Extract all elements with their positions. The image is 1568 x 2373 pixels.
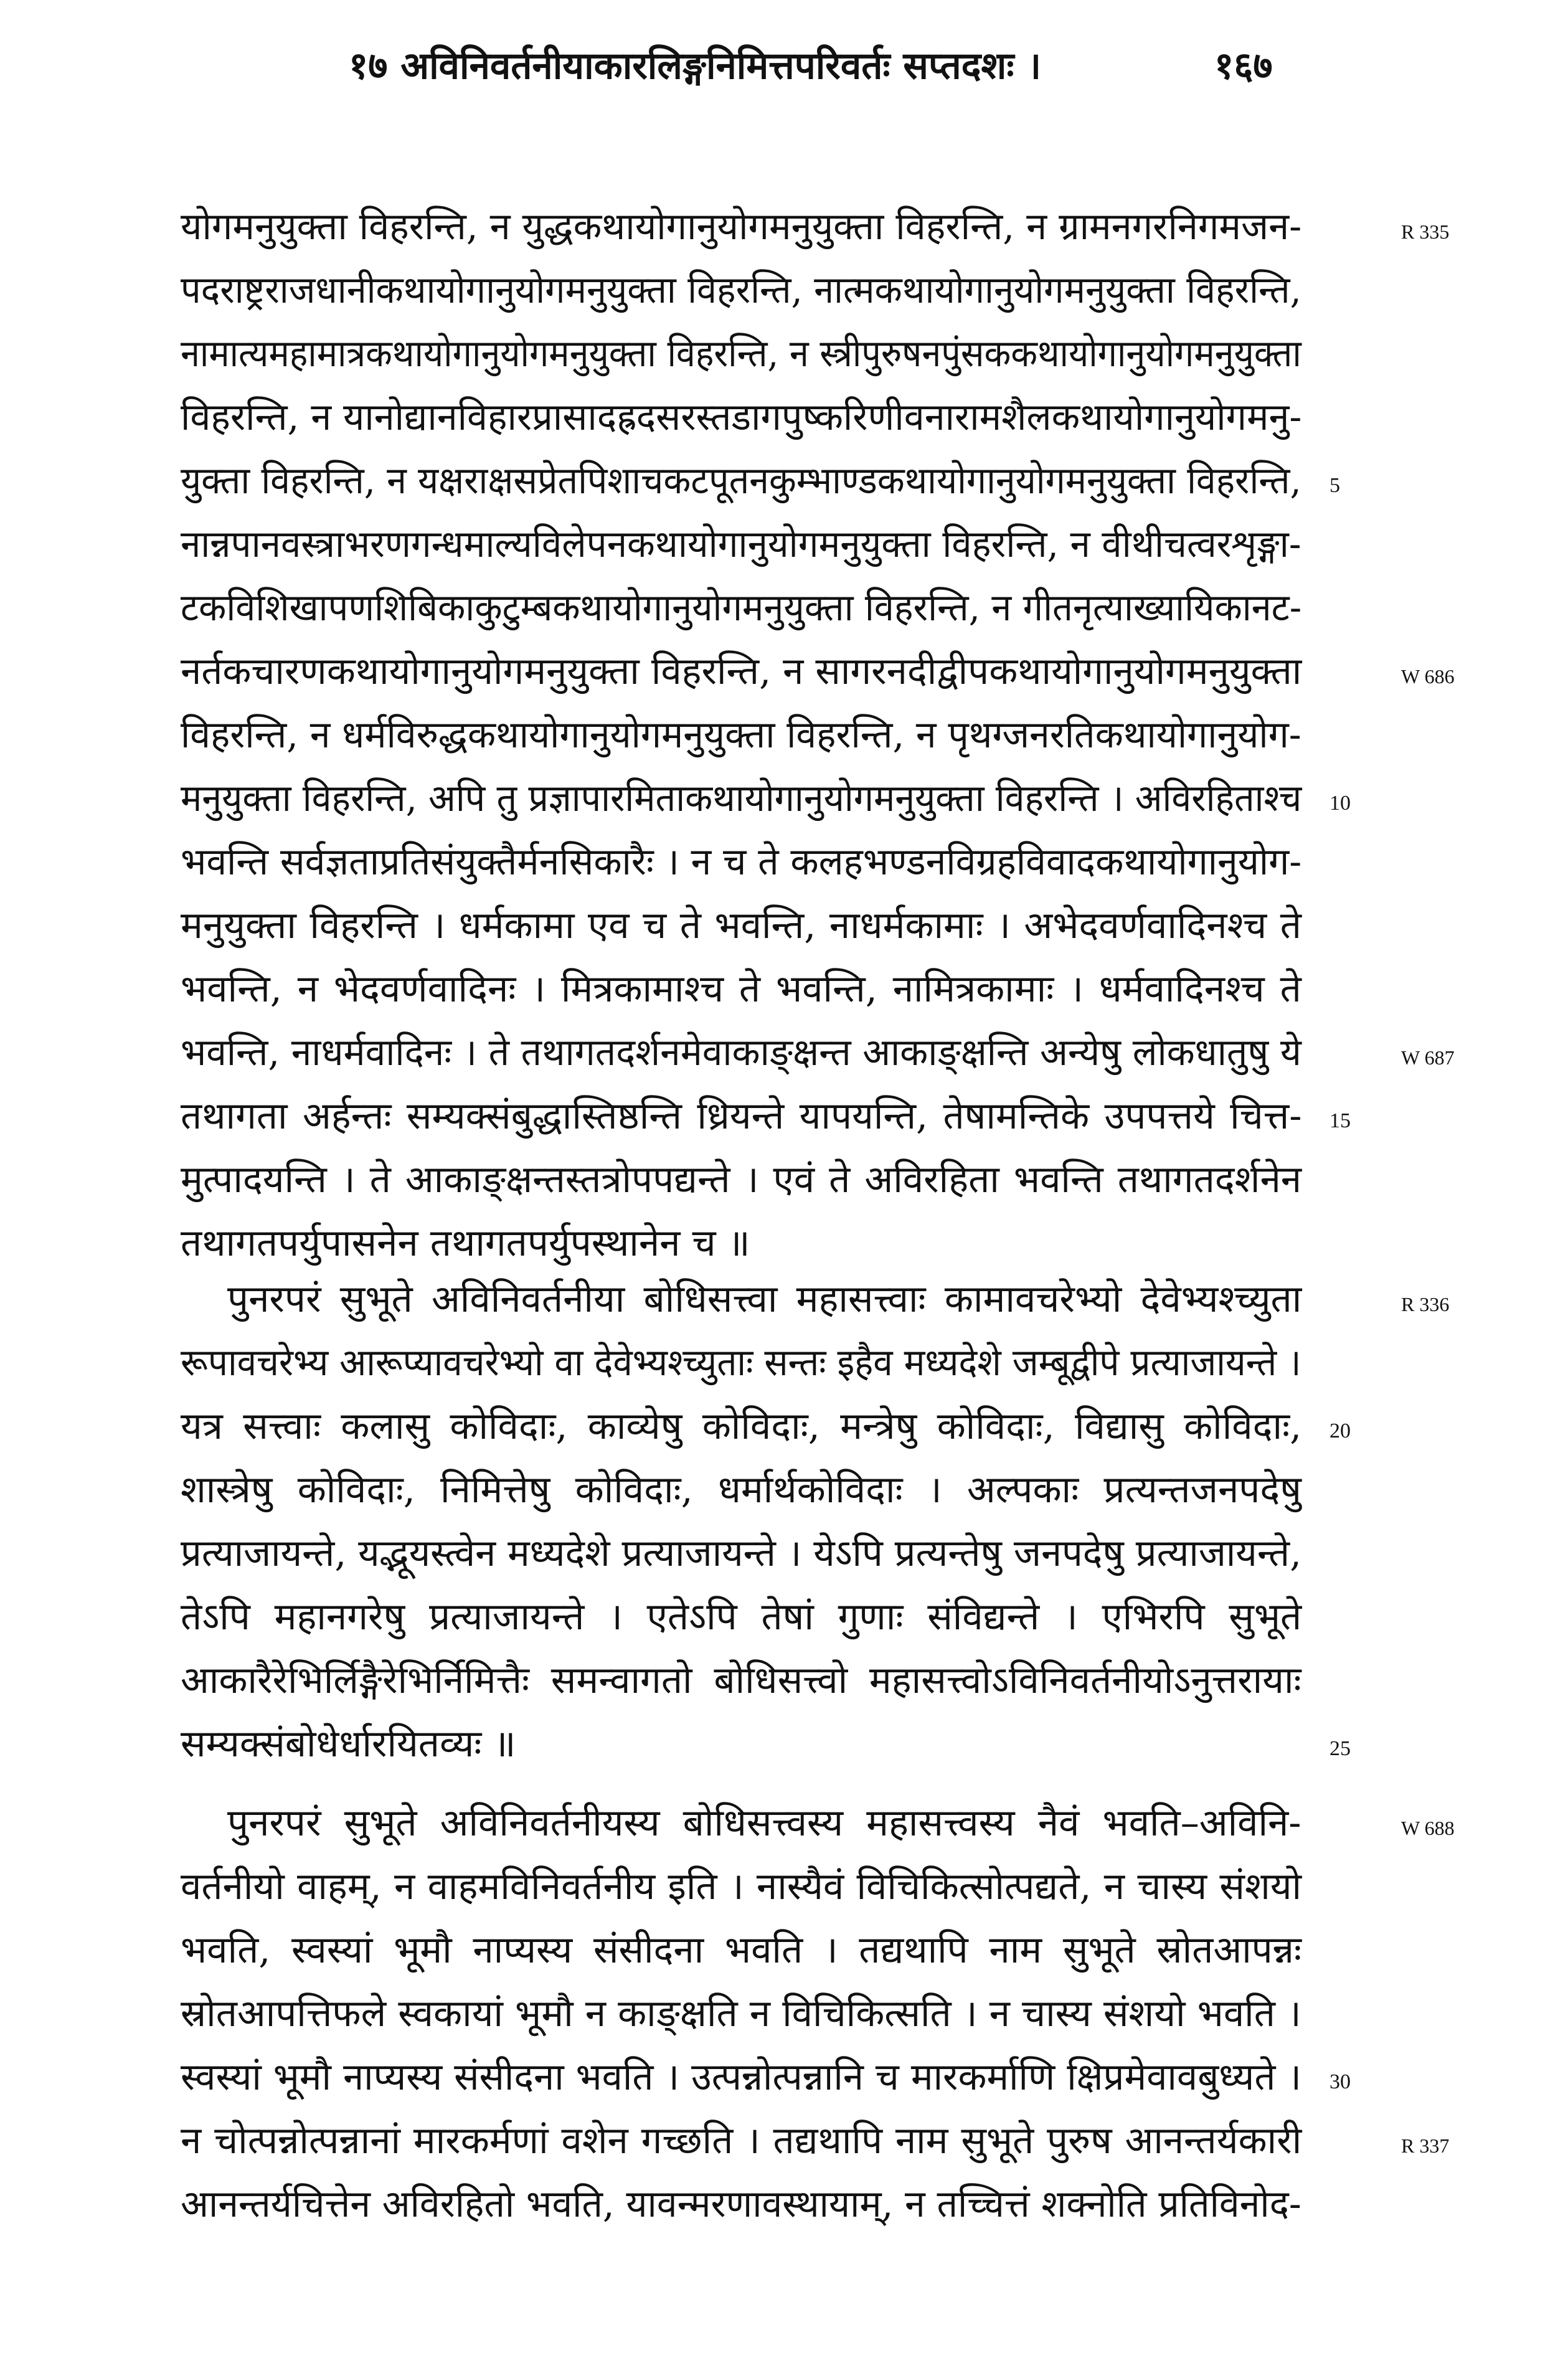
line-text-box [181, 513, 1301, 576]
line-text: यत्र सत्त्वाः कलासु कोविदाः, काव्येषु कोविदाः, मन्त्रेषु कोविदाः, विद्यासु कोविदाः, [181, 1404, 1302, 1448]
line-text: योगमनुयुक्ता विहरन्ति, न युद्धकथायोगानुयोगमनुयुक्ता विहरन्ति, न ग्रामनगरनिगमजन- [181, 205, 1302, 249]
line-text: भवन्ति, नाधर्मवादिनः । ते तथागतदर्शनमेवाकाङ्क्षन्त आकाङ्क्षन्ति अन्येषु लोकधातुषु ये [181, 1031, 1301, 1074]
text-line [181, 1148, 1317, 1211]
line-text-box [181, 2172, 1301, 2236]
margin-reference: W 688 [1401, 1817, 1455, 1839]
line-text: तथागतपर्युपासनेन तथागतपर्युपस्थानेन च ॥ [181, 1221, 750, 1265]
line-text: नर्तकचारणकथायोगानुयोगमनुयुक्ता विहरन्ति, न सागरनदीद्वीपकथायोगानुयोगमनुयुक्ता [181, 650, 1302, 693]
line-text-box [181, 2045, 1301, 2109]
line-text-box [181, 1522, 1301, 1585]
line-number: 15 [1329, 1109, 1351, 1132]
line-text-box [181, 1712, 1301, 1776]
line-text: मनुयुक्ता विहरन्ति । धर्मकामा एव च ते भवन्ति, नाधर्मकामाः । अभेदवर्णवादिनश्च ते [181, 904, 1301, 947]
line-text: विहरन्ति, न धर्मविरुद्धकथायोगानुयोगमनुयुक्ता विहरन्ति, न पृथग्जनरतिकथायोगानुयोग- [181, 713, 1301, 757]
line-text-box [181, 894, 1301, 957]
paragraph [181, 195, 1455, 1275]
text-line [181, 957, 1317, 1021]
margin-reference: R 337 [1401, 2134, 1450, 2157]
text-line [181, 1918, 1317, 1982]
line-text: स्रोतआपत्तिफले स्वकायां भूमौ न काङ्क्षति न विचिकित्सति । न चास्य संशयो भवति । [181, 1992, 1301, 2035]
text-line [181, 2045, 1351, 2109]
text-line [181, 1084, 1351, 1148]
line-text-box [181, 386, 1301, 449]
line-text-box [181, 830, 1301, 894]
text-line [181, 640, 1455, 703]
line-text-box [181, 1211, 1301, 1275]
line-text-box [181, 322, 1301, 386]
line-text: पुनरपरं सुभूते अविनिवर्तनीयस्य बोधिसत्त्वस्य महासत्त्वस्य नैवं भवति–अविनि- [227, 1801, 1301, 1845]
chapter-title: १७ अविनिवर्तनीयाकारलिङ्गनिमित्तपरिवर्तः सप्तदशः । [349, 44, 1042, 88]
line-text: नान्नपानवस्त्राभरणगन्धमाल्यविलेपनकथायोगानुयोगमनुयुक्ता विहरन्ति, न वीथीचत्वरशृङ्गा- [181, 523, 1301, 566]
line-text: पदराष्ट्रराजधानीकथायोगानुयोगमनुयुक्ता विहरन्ति, नात्मकथायोगानुयोगमनुयुक्ता विहरन्ति, [181, 268, 1301, 312]
text-line [181, 1211, 1317, 1275]
line-text: टकविशिखापणशिबिकाकुटुम्बकथायोगानुयोगमनुयुक्ता विहरन्ति, न गीतनृत्याख्यायिकानट- [181, 586, 1302, 630]
line-text: आकारैरेभिर्लिङ्गैरेभिर्निमित्तैः समन्वागतो बोधिसत्त्वो महासत्त्वोऽविनिवर्तनीयोऽनुत्तरायाः [181, 1659, 1301, 1702]
line-text: न चोत्पन्नोत्पन्नानां मारकर्मणां वशेन गच्छति । तद्यथापि नाम सुभूते पुरुष आनन्तर्यकारी [181, 2119, 1302, 2162]
text-line [181, 830, 1317, 894]
text-line [181, 1982, 1317, 2045]
line-text-box [181, 1084, 1301, 1148]
line-text-box [181, 576, 1301, 640]
line-text: भवति, स्वस्यां भूमौ नाप्यस्य संसीदना भवति । तद्यथापि नाम सुभूते स्रोतआपन्नः [181, 1928, 1302, 1972]
line-text-box [181, 1649, 1301, 1712]
line-text: प्रत्याजायन्ते, यद्भूयस्त्वेन मध्यदेशे प्रत्याजायन्ते । येऽपि प्रत्यन्तेषु जनपदेषु प्रत्याजायन्ते, [181, 1532, 1301, 1575]
text-line [181, 1331, 1317, 1395]
line-text-box [181, 1395, 1301, 1458]
text-line [181, 1649, 1317, 1712]
text-line [181, 1791, 1455, 1855]
text-line [181, 195, 1450, 258]
margin-reference: R 335 [1401, 220, 1450, 243]
line-text: वर्तनीयो वाहम्, न वाहमविनिवर्तनीय इति । नास्यैवं विचिकित्सोत्पद्यते, न चास्य संशयो [181, 1865, 1302, 1908]
line-number: 25 [1329, 1737, 1351, 1760]
text-line [181, 1855, 1317, 1918]
line-text: तथागता अर्हन्तः सम्यक्संबुद्धास्तिष्ठन्ति ध्रियन्ते यापयन्ति, तेषामन्तिके उपपत्तये चित्त- [181, 1094, 1302, 1138]
chapter-title-box [349, 39, 1158, 90]
line-text-box [181, 1855, 1301, 1918]
margin-reference: W 686 [1401, 665, 1455, 688]
text-line [181, 1585, 1317, 1649]
text-line [181, 386, 1317, 449]
text-line [181, 703, 1317, 767]
line-text-box [181, 767, 1301, 830]
text-line [181, 2109, 1450, 2172]
line-text-box [181, 957, 1301, 1021]
line-text: सम्यक्संबोधेर्धारयितव्यः ॥ [181, 1722, 516, 1766]
text-line [181, 1021, 1455, 1084]
text-line [181, 1395, 1351, 1458]
text-line [181, 1522, 1317, 1585]
line-text: भवन्ति सर्वज्ञताप्रतिसंयुक्तैर्मनसिकारैः । न च ते कलहभण्डनविग्रहविवादकथायोगानुयोग- [181, 840, 1302, 884]
line-text: मुत्पादयन्ति । ते आकाङ्क्षन्तस्तत्रोपपद्यन्ते । एवं ते अविरहिता भवन्ति तथागतदर्शनेन [181, 1158, 1302, 1201]
paragraph [181, 1267, 1450, 1776]
line-text: रूपावचरेभ्य आरूप्यावचरेभ्यो वा देवेभ्यश्च्युताः सन्तः इहैव मध्यदेशे जम्बूद्वीपे प्रत्याजायन्ते । [181, 1341, 1301, 1385]
margin-reference: W 687 [1401, 1046, 1455, 1069]
line-number: 30 [1329, 2070, 1351, 2093]
line-text-box [181, 1021, 1301, 1084]
line-text-box [181, 195, 1301, 258]
line-text: विहरन्ति, न यानोद्यानविहारप्रासादह्रदसरस्तडागपुष्करिणीवनारामशैलकथायोगानुयोगमनु- [181, 396, 1302, 439]
line-text: मनुयुक्ता विहरन्ति, अपि तु प्रज्ञापारमिताकथायोगानुयोगमनुयुक्ता विहरन्ति । अविरहिताश्च [181, 777, 1302, 820]
text-line [181, 767, 1351, 830]
line-text-box [181, 258, 1301, 322]
text-line [181, 322, 1317, 386]
line-number: 20 [1329, 1419, 1351, 1442]
text-line [181, 258, 1317, 322]
line-text-box [227, 1267, 1301, 1331]
line-text: आनन्तर्यचित्तेन अविरहितो भवति, यावन्मरणावस्थायाम्, न तच्चित्तं शक्नोति प्रतिविनोद- [181, 2182, 1301, 2226]
line-text-box [181, 640, 1301, 703]
line-text-box [181, 703, 1301, 767]
paragraph [181, 1791, 1455, 2236]
line-text-box [181, 1585, 1301, 1649]
line-number: 10 [1329, 792, 1351, 815]
line-text-box [181, 1331, 1301, 1395]
page-number: १६७ [1214, 44, 1273, 88]
line-text: नामात्यमहामात्रकथायोगानुयोगमनुयुक्ता विहरन्ति, न स्त्रीपुरुषनपुंसककथायोगानुयोगमनुयुक्ता [181, 332, 1301, 376]
line-text-box [181, 2109, 1301, 2172]
line-text: स्वस्यां भूमौ नाप्यस्य संसीदना भवति । उत्पन्नोत्पन्नानि च मारकर्माणि क्षिप्रमेवावबुध्यते । [181, 2055, 1302, 2099]
text-line [181, 1267, 1450, 1331]
margin-reference: R 336 [1401, 1293, 1450, 1315]
line-text: तेऽपि महानगरेषु प्रत्याजायन्ते । एतेऽपि तेषां गुणाः संविद्यन्ते । एभिरपि सुभूते [181, 1595, 1302, 1639]
line-text: शास्त्रेषु कोविदाः, निमित्तेषु कोविदाः, धर्मार्थकोविदाः । अल्पकाः प्रत्यन्तजनपदेषु [181, 1468, 1301, 1512]
text-line [181, 449, 1340, 513]
line-text-box [181, 1982, 1301, 2045]
text-line [181, 513, 1317, 576]
running-header [349, 39, 1320, 101]
text-line [181, 2172, 1317, 2236]
line-text-box [227, 1791, 1301, 1855]
text-line [181, 894, 1317, 957]
line-text-box [181, 1148, 1301, 1211]
line-text-box [181, 1458, 1301, 1522]
line-text: पुनरपरं सुभूते अविनिवर्तनीया बोधिसत्त्वा महासत्त्वाः कामावचरेभ्यो देवेभ्यश्च्युता [227, 1277, 1302, 1321]
text-line [181, 1458, 1317, 1522]
line-text-box [181, 449, 1301, 513]
line-number: 5 [1329, 474, 1340, 497]
line-text: भवन्ति, न भेदवर्णवादिनः । मित्रकामाश्च ते भवन्ति, नामित्रकामाः । धर्मवादिनश्च ते [181, 967, 1301, 1011]
text-line [181, 576, 1317, 640]
line-text-box [181, 1918, 1301, 1982]
line-text: युक्ता विहरन्ति, न यक्षराक्षसप्रेतपिशाचकटपूतनकुम्भाण्डकथायोगानुयोगमनुयुक्ता विहरन्ति, [181, 459, 1301, 503]
text-line [181, 1712, 1351, 1776]
